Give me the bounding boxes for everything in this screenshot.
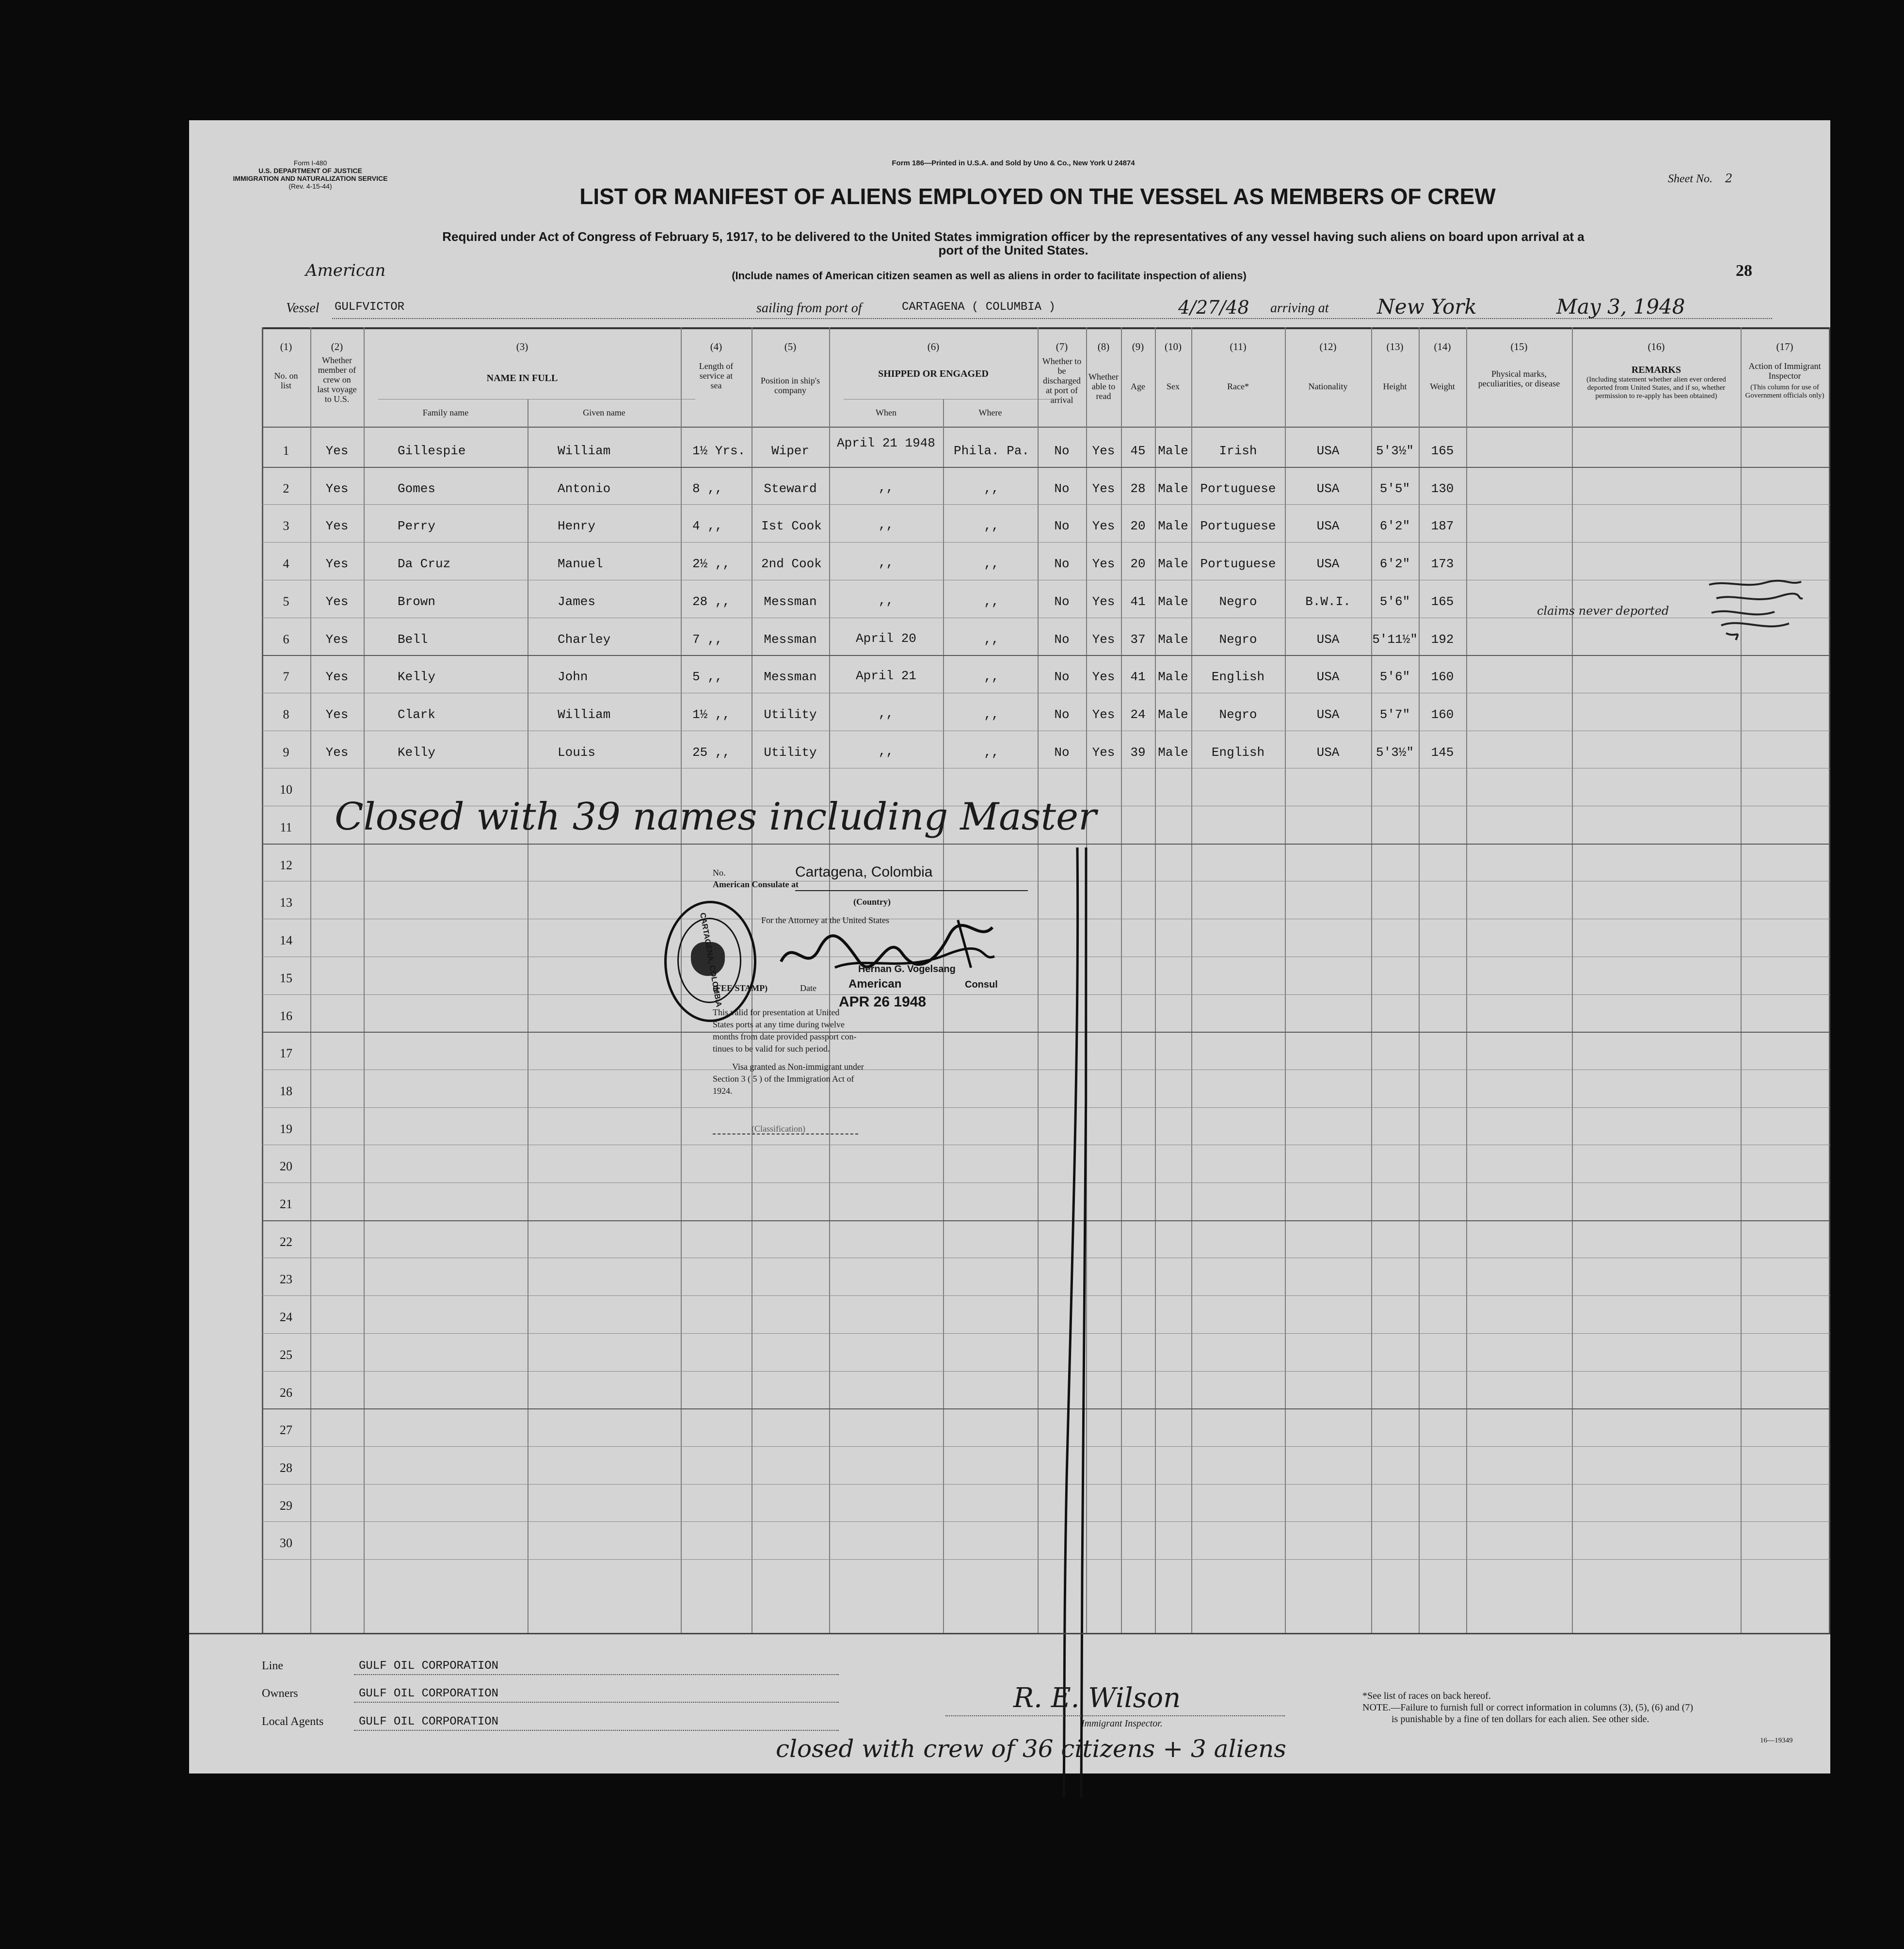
cell-family: Clark [398,707,436,722]
col-number: (3) [516,341,528,352]
header-remarks: REMARKS [1631,365,1681,375]
table-row [262,693,1830,731]
row-rule [262,1484,1830,1485]
cell-height: 5'6" [1379,670,1410,685]
header-discharged: Whether to be discharged at port of arrival [1042,356,1082,405]
cell-nationality: USA [1316,707,1340,722]
arriving-date: May 3, 1948 [1556,295,1685,319]
cell-when: ,, [878,480,894,495]
cell-family: Kelly [398,670,436,685]
cell-nationality: USA [1316,670,1340,685]
header-sex: Sex [1167,382,1180,391]
row-number: 17 [280,1046,292,1061]
stamp-valid-line: States ports at any time during twelve [713,1020,845,1029]
header-nationality: Nationality [1308,382,1348,391]
arriving-label: arriving at [1270,301,1329,316]
cell-position: Messman [764,670,817,685]
cell-family: Gomes [398,481,436,496]
cell-sex: Male [1158,745,1188,760]
footer-owners-underline [354,1702,839,1703]
cell-length: 28 ,, [692,594,731,609]
row-number: 11 [280,820,292,834]
cell-when: ,, [878,706,894,721]
footer-line-label: Line [262,1660,283,1672]
cell-given: Henry [558,519,596,534]
cell-height: 5'7" [1379,707,1410,722]
row-rule [262,655,1830,656]
header-position: Position in ship's company [760,376,820,395]
cell-weight: 187 [1431,519,1454,534]
col-number: (13) [1386,341,1404,352]
cell-read: Yes [1092,594,1115,609]
cell-where: ,, [984,745,999,760]
cell-age: 37 [1130,632,1146,647]
cell-height: 6'2" [1379,557,1410,572]
fine-note-2: is punishable by a fine of ten dollars for each alien. See other side. [1392,1714,1649,1725]
cell-when: ,, [878,744,894,759]
page-number: 28 [1736,262,1752,280]
inspector-label: Immigrant Inspector. [1081,1718,1163,1729]
cell-length: 1½ ,, [692,707,731,722]
table-top-rule [262,327,1830,329]
cell-where: Phila. Pa. [953,444,1030,458]
cell-given: James [558,594,596,609]
header-height: Height [1383,382,1407,391]
cell-read: Yes [1092,670,1115,685]
cell-nationality: USA [1316,444,1340,458]
row-number: 25 [280,1347,292,1362]
consul-title-american: American [848,977,902,990]
cell-length: 25 ,, [692,745,731,760]
cell-where: ,, [984,632,999,647]
header-bottom-rule [262,427,1830,428]
cell-age: 45 [1130,444,1146,458]
col-number: (9) [1132,341,1144,352]
cell-member: Yes [325,670,349,685]
seal-text: CARTAGENA, COLOMBIA [698,912,723,1008]
cell-member: Yes [325,632,349,647]
cell-discharged: No [1054,481,1070,496]
cell-age: 41 [1130,670,1146,685]
stamp-country: (Country) [853,897,891,907]
cell-length: 5 ,, [692,670,723,685]
cell-position: Steward [764,481,817,496]
footer-line-underline [354,1674,839,1675]
vessel-name: GULFVICTOR [335,301,405,314]
stamp-valid-line: tinues to be valid for such period. [713,1044,830,1054]
header-name-in-full: NAME IN FULL [486,373,558,383]
row-number: 5 [283,594,289,608]
cell-family: Perry [398,519,436,534]
cell-length: 4 ,, [692,519,723,534]
row-number: 30 [280,1536,292,1550]
row-rule [262,467,1830,468]
row-rule [262,1371,1830,1372]
cell-weight: 165 [1431,444,1454,458]
col-number: (5) [784,341,797,352]
cell-sex: Male [1158,594,1188,609]
cell-race: Negro [1219,594,1257,609]
cell-age: 41 [1130,594,1146,609]
cell-discharged: No [1054,444,1070,458]
cell-when: April 21 [856,669,916,684]
cell-weight: 145 [1431,745,1454,760]
cell-read: Yes [1092,745,1115,760]
cell-position: Ist Cook [761,519,822,534]
inspector-signature-line [945,1715,1285,1716]
stamp-no-label: No. [713,868,726,878]
row-rule [262,1559,1830,1560]
cell-height: 5'3½" [1376,444,1414,458]
cell-where: ,, [984,481,999,496]
flag-annotation: American [305,261,386,280]
header-no-on-list: No. on list [274,371,298,390]
cell-weight: 130 [1431,481,1454,496]
sailing-label: sailing from port of [756,301,862,316]
cell-member: Yes [325,745,349,760]
cell-read: Yes [1092,481,1115,496]
header-when: When [876,408,896,417]
footer-owners-value: GULF OIL CORPORATION [359,1687,499,1700]
header-family-name: Family name [422,408,469,417]
stamp-visa-line: Visa granted as Non-immigrant under [732,1062,864,1071]
row-rule [262,542,1830,543]
arriving-port: New York [1377,295,1477,319]
cell-discharged: No [1054,519,1070,534]
row-number: 8 [283,707,289,721]
cell-member: Yes [325,707,349,722]
cell-sex: Male [1158,557,1188,572]
cell-position: Wiper [771,444,809,458]
include-note: (Include names of American citizen seamen as well as aliens in order to facilitate inspection of aliens) [732,270,1247,282]
cell-read: Yes [1092,444,1115,458]
cell-height: 5'5" [1379,481,1410,496]
row-number: 6 [283,632,289,646]
inspector-signature: R. E. Wilson [1013,1682,1181,1714]
footer-owners-label: Owners [262,1687,298,1700]
cell-length: 7 ,, [692,632,723,647]
cell-age: 20 [1130,519,1146,534]
cell-when: April 20 [856,631,916,646]
cell-position: Messman [764,632,817,647]
table-row [262,467,1830,505]
cell-race: Negro [1219,707,1257,722]
row-number: 4 [283,557,289,571]
cell-position: 2nd Cook [761,557,822,572]
vessel-line [286,297,1789,321]
row-number: 13 [280,895,292,910]
cell-given: Charley [558,632,611,647]
cell-weight: 165 [1431,594,1454,609]
row-number: 24 [280,1310,292,1325]
footer-agents-label: Local Agents [262,1715,324,1728]
stamp-consulate-line: American Consulate at [713,879,799,889]
form-number: Form I-480 [293,159,327,167]
cell-sex: Male [1158,670,1188,685]
row-number: 26 [280,1385,292,1400]
department-name: U.S. DEPARTMENT OF JUSTICE [258,167,362,175]
service-name: IMMIGRATION AND NATURALIZATION SERVICE [233,175,388,182]
cell-height: 5'11½" [1372,632,1418,647]
footer-notes [1362,1690,1828,1744]
stamp-city-underline [795,890,1028,891]
races-note: *See list of races on back hereof. [1362,1691,1491,1701]
footer-line-value: GULF OIL CORPORATION [359,1660,499,1673]
cell-race: Negro [1219,632,1257,647]
sheet-label: Sheet No. [1668,173,1712,185]
row-number: 28 [280,1460,292,1475]
cell-when: ,, [878,518,894,533]
cell-where: ,, [984,707,999,722]
cell-given: Manuel [558,557,603,572]
header-remarks-note: (Including statement whether alien ever ordered deported from United States, and if so, whether permission to re-apply has been obtained) [1586,376,1726,400]
stamp-date: APR 26 1948 [839,994,927,1010]
form-title: LIST OR MANIFEST OF ALIENS EMPLOYED ON THE VESSEL AS MEMBERS OF CREW [579,184,1496,209]
cell-sex: Male [1158,632,1188,647]
cell-given: John [558,670,588,685]
cell-race: Portuguese [1200,481,1276,496]
cell-given: William [558,707,611,722]
cell-height: 5'6" [1379,594,1410,609]
row-rule [262,504,1830,505]
cell-race: Irish [1219,444,1257,458]
cell-position: Messman [764,594,817,609]
footer-agents-row [262,1715,844,1735]
table-row [262,618,1830,655]
cell-given: Antonio [558,481,611,496]
sailing-port: CARTAGENA ( COLUMBIA ) [902,301,1056,314]
header-whether-member: Whether member of crew on last voyage to U.S. [317,355,357,404]
cell-when: ,, [878,556,894,571]
row-rule [262,1521,1830,1522]
stamp-valid-line: months from date provided passport con- [713,1032,857,1041]
cell-where: ,, [984,519,999,534]
cell-race: English [1211,745,1265,760]
cell-nationality: USA [1316,557,1340,572]
col-number: (8) [1097,341,1110,352]
cell-discharged: No [1054,632,1070,647]
col-number: (1) [280,341,292,352]
cell-nationality: B.W.I. [1305,594,1351,609]
header-age: Age [1131,382,1145,391]
row-number: 16 [280,1008,292,1023]
row-number: 18 [280,1084,292,1098]
cell-height: 5'3½" [1376,745,1414,760]
cell-read: Yes [1092,707,1115,722]
cell-sex: Male [1158,481,1188,496]
table-row [262,429,1830,467]
col-number: (11) [1230,341,1247,352]
row-number: 12 [280,858,292,872]
cell-discharged: No [1054,594,1070,609]
cell-read: Yes [1092,632,1115,647]
row-rule [262,1408,1830,1409]
table-row [262,655,1830,693]
consul-name: Hernan G. Vogelsang [858,964,956,974]
cell-age: 39 [1130,745,1146,760]
cell-sex: Male [1158,444,1188,458]
stamp-visa-line: 1924. [713,1086,733,1096]
cell-where: ,, [984,670,999,685]
sheet-number: 2 [1725,172,1733,185]
row-number: 29 [280,1498,292,1513]
cell-when: April 21 1948 [837,436,935,450]
stamp-classification: (Classification) [752,1124,805,1134]
cell-member: Yes [325,519,349,534]
row-number: 9 [283,745,289,759]
stamp-seal [664,901,756,1022]
required-text: Required under Act of Congress of February 5, 1917, to be delivered to the United States immigration officer by the representatives of any vessel having such aliens on board upon arrival at a port of the United States. [442,229,1584,257]
remark-row4: claims never deported [1537,604,1669,618]
cell-age: 28 [1130,481,1146,496]
header-race: Race* [1227,382,1249,391]
cell-race: English [1211,670,1265,685]
vessel-underline [332,318,1772,319]
revision-date: (Rev. 4-15-44) [288,182,332,190]
header-action-note: (This column for use of Government officials only) [1745,383,1824,399]
row-number: 14 [280,933,292,948]
row-number: 2 [283,481,289,495]
row-number: 15 [280,971,292,985]
header-action-inspector: Action of Immigrant Inspector [1748,361,1821,381]
col-number: (4) [710,341,722,352]
footer-agents-underline [354,1730,839,1731]
cell-read: Yes [1092,519,1115,534]
cell-family: Bell [398,632,428,647]
stamp-city: Cartagena, Colombia [795,864,933,880]
cell-weight: 192 [1431,632,1454,647]
vessel-label: Vessel [286,301,320,316]
row-rule [262,1333,1830,1334]
form-code: 16—19349 [1760,1737,1793,1744]
cell-nationality: USA [1316,481,1340,496]
header-able-read: Whether able to read [1088,372,1119,401]
cell-length: 8 ,, [692,481,723,496]
cell-given: Louis [558,745,596,760]
cell-sex: Male [1158,519,1188,534]
row-number: 27 [280,1423,292,1438]
cell-age: 20 [1130,557,1146,572]
header-where: Where [978,408,1002,417]
cell-race: Portuguese [1200,557,1276,572]
cell-family: Da Cruz [398,557,451,572]
col-number: (2) [331,341,343,352]
col-number: (6) [927,341,940,352]
cell-length: 2½ ,, [692,557,731,572]
sailing-date: 4/27/48 [1178,297,1249,318]
table-row [262,731,1830,768]
action-scribble [1707,579,1804,642]
row-number: 23 [280,1272,292,1287]
cell-given: William [558,444,611,458]
cell-member: Yes [325,481,349,496]
cell-weight: 160 [1431,670,1454,685]
row-number: 10 [280,783,292,797]
closed-note: Closed with 39 names including Master [335,795,1097,839]
row-number: 19 [280,1121,292,1136]
cell-sex: Male [1158,707,1188,722]
col-number: (14) [1434,341,1451,352]
cell-age: 24 [1130,707,1146,722]
stamp-fee-label: (FEE STAMP) [713,983,768,993]
cell-nationality: USA [1316,632,1340,647]
cell-position: Utility [764,745,817,760]
stamp-visa-line: Section 3 ( 5 ) of the Immigration Act of [713,1074,854,1084]
cell-where: ,, [984,594,999,609]
row-number: 21 [280,1197,292,1211]
cell-family: Kelly [398,745,436,760]
row-number: 3 [283,519,289,533]
bottom-closed-note: closed with crew of 36 citizens + 3 aliens [776,1735,1286,1763]
col-number: (15) [1510,341,1528,352]
cell-discharged: No [1054,670,1070,685]
stamp-valid-line: This valid for presentation at United [713,1007,840,1017]
cell-discharged: No [1054,557,1070,572]
header-shipped: SHIPPED OR ENGAGED [878,368,989,379]
cell-nationality: USA [1316,745,1340,760]
cell-weight: 160 [1431,707,1454,722]
consulate-stamp [655,843,1168,1230]
cell-race: Portuguese [1200,519,1276,534]
table-row [262,542,1830,580]
cell-length: 1½ Yrs. [692,444,746,458]
cell-height: 6'2" [1379,519,1410,534]
footer-agents-value: GULF OIL CORPORATION [359,1715,499,1728]
cell-member: Yes [325,594,349,609]
cell-position: Utility [764,707,817,722]
cell-when: ,, [878,593,894,608]
row-number: 1 [283,444,289,458]
col-number: (16) [1648,341,1665,352]
row-number: 7 [283,670,289,684]
col-number: (12) [1319,341,1337,352]
cell-discharged: No [1054,745,1070,760]
cell-where: ,, [984,557,999,572]
row-rule [262,1295,1830,1296]
cell-member: Yes [325,557,349,572]
cell-nationality: USA [1316,519,1340,534]
footer-line-row [262,1660,844,1679]
cell-weight: 173 [1431,557,1454,572]
manifest-page [189,120,1830,1773]
cell-read: Yes [1092,557,1115,572]
header-weight: Weight [1430,382,1455,391]
consul-title-consul: Consul [965,979,998,990]
col-number: (7) [1056,341,1068,352]
header-physical-marks: Physical marks, peculiarities, or disease [1478,369,1560,388]
footer-rule [189,1633,1830,1634]
row-number: 22 [280,1234,292,1249]
stamp-for-presentation: For the Attorney at the United States [761,915,889,925]
table-row [262,504,1830,542]
header-length-service: Length of service at sea [699,361,734,390]
cell-member: Yes [325,444,349,458]
fine-note-1: NOTE.—Failure to furnish full or correct information in columns (3), (5), (6) and (7) [1362,1702,1694,1713]
col-number: (10) [1165,341,1182,352]
row-rule [262,1446,1830,1447]
cell-discharged: No [1054,707,1070,722]
header-given-name: Given name [583,408,625,417]
printer-line: Form 186—Printed in U.S.A. and Sold by Uno & Co., New York U 24874 [892,159,1135,167]
stamp-date-label: Date [800,983,816,993]
footer-owners-row [262,1687,844,1707]
cell-family: Gillespie [398,444,466,458]
cell-family: Brown [398,594,436,609]
row-number: 20 [280,1159,292,1174]
col-number: (17) [1776,341,1793,352]
